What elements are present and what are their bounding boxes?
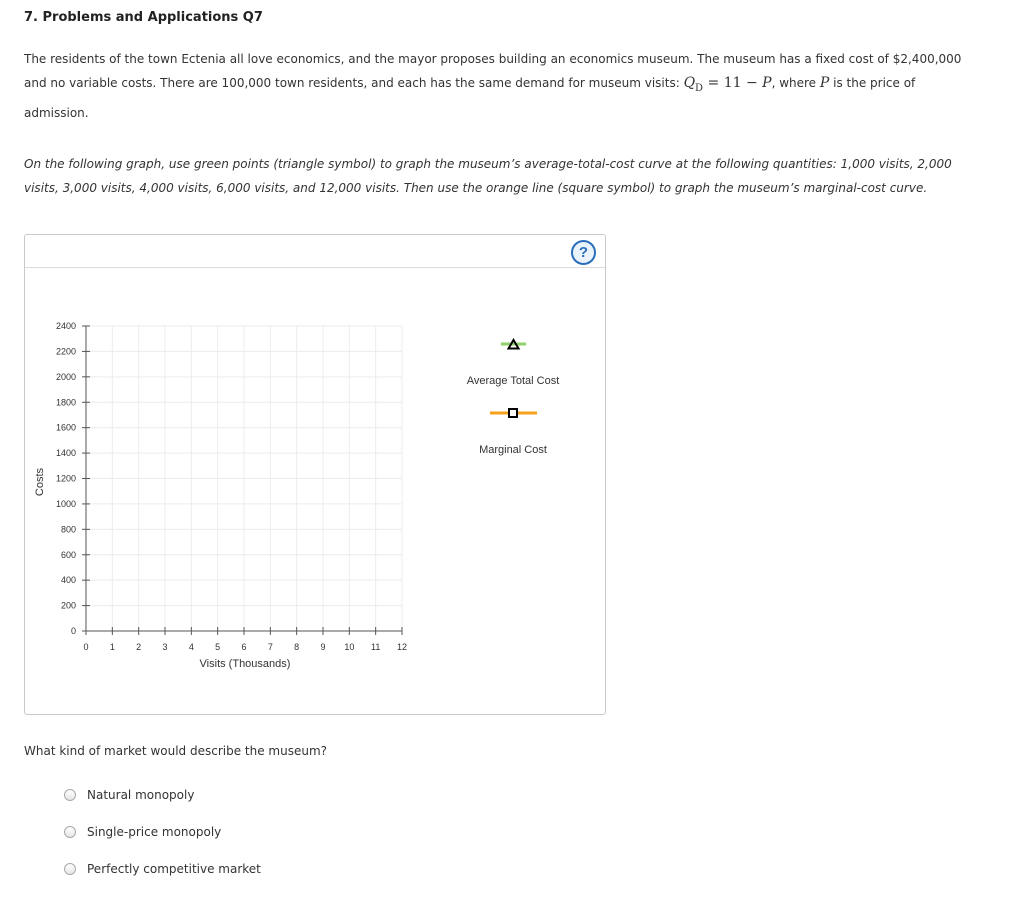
intro-text-3: is the price of admission.: [24, 76, 916, 120]
x-tick-label: 9: [320, 642, 326, 652]
x-tick-label: 12: [396, 642, 408, 652]
option-label: Natural monopoly: [87, 788, 195, 802]
y-tick-label: 2000: [55, 371, 76, 382]
demand-equation: [683, 75, 772, 94]
mc-square-icon[interactable]: [509, 409, 517, 417]
demand-rhs: = 11 −: [703, 75, 763, 91]
x-axis-label: Visits (Thousands): [199, 658, 291, 670]
radio-button[interactable]: [64, 826, 76, 838]
option-label: Single-price monopoly: [87, 825, 222, 839]
mc-legend-label: Marginal Cost: [479, 444, 547, 456]
option-single-price-monopoly[interactable]: [64, 821, 261, 843]
y-axis-label: Costs: [34, 467, 46, 497]
y-tick-label: 600: [60, 549, 76, 560]
price-symbol: P: [762, 75, 772, 91]
problem-title: 7. Problems and Applications Q7: [24, 10, 263, 25]
y-tick-label: 1800: [55, 397, 76, 408]
option-perfectly-competitive[interactable]: [64, 858, 261, 880]
radio-button[interactable]: [64, 789, 76, 801]
intro-text-1: The residents of the town Ectenia all love economics, and the mayor proposes building an economics museum. The museum has a fixed cost of $2,400,000 and no variable costs. There are 100,000 town residents, and each has the same demand for museum visits:: [24, 52, 962, 90]
radio-button[interactable]: [64, 863, 76, 875]
mc-tool[interactable]: [479, 409, 547, 456]
y-tick-label: 2200: [55, 346, 76, 357]
y-tick-label: 1200: [55, 473, 76, 484]
x-tick-label: 1: [109, 642, 115, 652]
problem-statement: [24, 47, 974, 125]
option-natural-monopoly[interactable]: [64, 784, 261, 806]
x-tick-label: 11: [370, 642, 381, 652]
y-tick-label: 2400: [55, 321, 76, 331]
x-tick-label: 7: [267, 642, 273, 652]
atc-tool[interactable]: [467, 340, 560, 387]
intro-text-2: , where: [771, 76, 820, 90]
help-button[interactable]: ?: [571, 240, 596, 265]
x-tick-label: 2: [136, 642, 142, 652]
x-tick-label: 4: [188, 642, 194, 652]
y-tick-label: 200: [60, 600, 76, 611]
graph-instructions: On the following graph, use green points (triangle symbol) to graph the museum’s average-total-cost curve at the following quantities: 1,000 visits, 2,000 visits, 3,000 visits, 4,000 visits, 6,000 visits, and 12,000 visits. Then use the orange line (square symbol) to graph the museum’s marginal-cost curve.: [24, 157, 952, 195]
y-tick-label: 400: [60, 575, 76, 586]
demand-subscript: D: [695, 82, 704, 94]
y-tick-label: 1000: [55, 498, 76, 509]
y-tick-label: 800: [60, 524, 76, 535]
option-label: Perfectly competitive market: [87, 862, 261, 876]
x-tick-label: 6: [241, 642, 247, 652]
y-tick-label: 1600: [55, 422, 76, 433]
x-tick-label: 8: [294, 642, 300, 652]
price-variable: P: [819, 75, 830, 91]
market-question: What kind of market would describe the museum?: [24, 744, 328, 758]
atc-legend-label: Average Total Cost: [466, 375, 560, 387]
y-tick-label: 1400: [55, 448, 76, 459]
x-tick-label: 5: [215, 642, 221, 652]
answer-options: [64, 784, 261, 895]
y-tick-label: 0: [70, 626, 76, 636]
graph-panel: [24, 234, 606, 715]
x-tick-label: 0: [83, 642, 89, 652]
cost-graph[interactable]: [25, 235, 605, 714]
x-tick-label: 3: [162, 642, 168, 652]
x-tick-label: 10: [344, 642, 355, 652]
quantity-symbol: Q: [683, 75, 696, 91]
